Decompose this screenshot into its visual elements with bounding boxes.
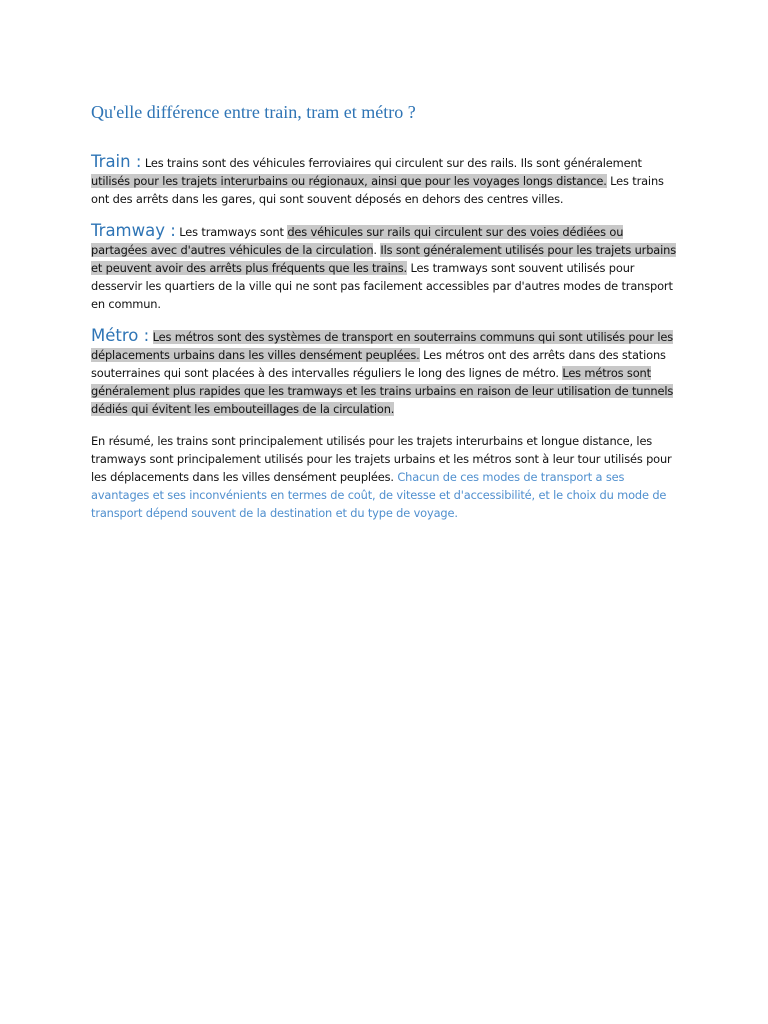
train-text-2: Les trains ont des arrêts dans les gares, qui sont souvent déposés en dehors des centres villes. xyxy=(91,174,664,207)
metro-text-2: Les métros ont des arrêts dans des stations souterraines qui sont placées à des intervalles réguliers le long des lignes de métro. xyxy=(91,347,666,381)
train-label: Train : xyxy=(91,152,142,171)
summary-text-blue: Chacun de ces modes de transport a ses avantages et ses inconvénients en termes de coût, de vitesse et d'accessibilité, et le choix du mode de transport dépend souvent de la destination et du type de voyage. xyxy=(91,470,667,521)
metro-paragraph xyxy=(91,327,679,419)
tramway-text-3: Les tramways sont souvent utilisés pour desservir les quartiers de la ville qui ne sont pas facilement accessibles par d'autres modes de transport en commun. xyxy=(91,261,673,312)
summary-paragraph xyxy=(91,432,679,523)
tramway-text-1: Les tramways sont xyxy=(175,224,288,239)
metro-text-highlighted-1: Les métros sont des systèmes de transport en souterrains communs qui sont utilisés pour les déplacements urbains dans les villes densément peuplées. xyxy=(91,329,674,362)
train-text-highlighted: utilisés pour les trajets interurbains ou régionaux, ainsi que pour les voyages longs distance. xyxy=(91,174,607,189)
tramway-text-2: . xyxy=(373,242,381,257)
tramway-label: Tramway : xyxy=(91,220,176,240)
document-body xyxy=(91,98,679,536)
train-text-1: Les trains sont des véhicules ferroviaires qui circulent sur des rails. Ils sont généralement xyxy=(141,156,642,170)
tramway-text-highlighted-2: Ils sont généralement utilisés pour les trajets urbains et peuvent avoir des arrêts plus fréquents que les trains. xyxy=(91,242,676,276)
metro-label: Métro : xyxy=(91,325,150,345)
tramway-text-highlighted-1: des véhicules sur rails qui circulent sur des voies dédiées ou partagées avec d'autres véhicules de la circulation xyxy=(91,224,624,257)
document-title: Qu'elle différence entre train, tram et métro ? xyxy=(91,102,416,122)
tramway-paragraph xyxy=(91,222,679,314)
train-paragraph xyxy=(91,153,679,209)
summary-text: En résumé, les trains sont principalement utilisés pour les trajets interurbains et longue distance, les tramways sont principalement utilisés pour les trajets urbains et les métros sont à leur tour utilisés pour les déplacements dans les villes densément peuplées. xyxy=(91,433,672,485)
metro-text-highlighted-2: Les métros sont généralement plus rapides que les tramways et les trains urbains en raison de leur utilisation de tunnels dédiés qui évitent les embouteillages de la circulation. xyxy=(91,366,674,417)
